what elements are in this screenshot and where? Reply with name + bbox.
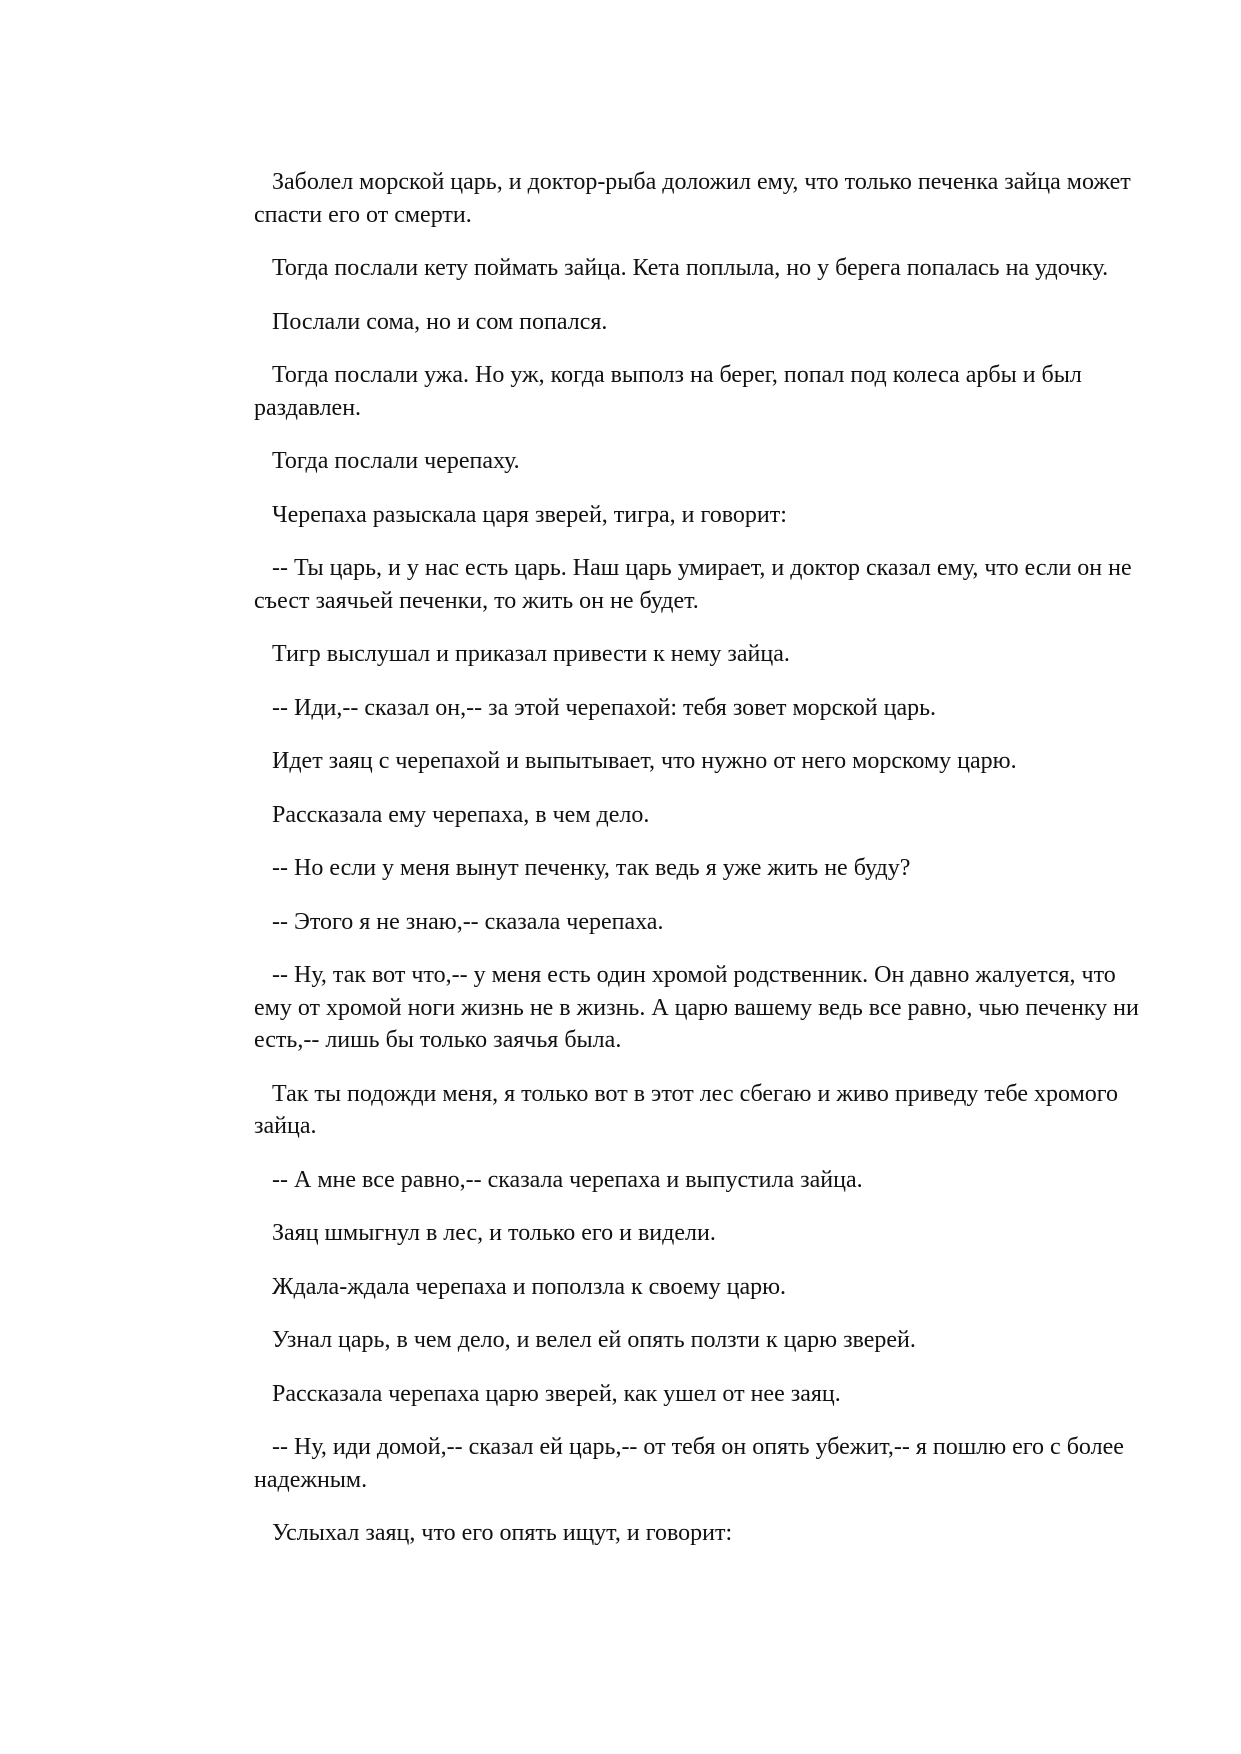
paragraph: Ждала-ждала черепаха и поползла к своему царю. bbox=[272, 1273, 787, 1300]
paragraph: Заболел морской царь, и доктор-рыба доложил ему, что только печенка зайца может спасти его от смерти. bbox=[254, 169, 1131, 228]
paragraph: -- Ну, так вот что,-- у меня есть один хромой родственник. Он давно жалуется, что ему от хромой ноги жизнь не в жизнь. А царю вашему ведь все равно, чью печенку ни есть,-- лишь бы только заячья была. bbox=[254, 962, 1139, 1053]
paragraph: -- Иди,-- сказал он,-- за этой черепахой: тебя зовет морской царь. bbox=[272, 694, 937, 721]
paragraph: -- Ну, иди домой,-- сказал ей царь,-- от тебя он опять убежит,-- я пошлю его с более надежным. bbox=[254, 1434, 1124, 1493]
paragraph: Черепаха разыскала царя зверей, тигра, и говорит: bbox=[272, 501, 787, 528]
paragraph: Послали сома, но и сом попался. bbox=[272, 308, 608, 335]
paragraph: Тогда послали ужа. Но уж, когда выполз на берег, попал под колеса арбы и был раздавлен. bbox=[254, 362, 1082, 421]
paragraph: Услыхал заяц, что его опять ищут, и говорит: bbox=[272, 1520, 733, 1546]
paragraph: Идет заяц с черепахой и выпытывает, что нужно от него морскому царю. bbox=[272, 748, 1017, 774]
paragraph: Рассказала ему черепаха, в чем дело. bbox=[272, 801, 650, 828]
paragraph: Так ты подожди меня, я только вот в этот лес сбегаю и живо приведу тебе хромого зайца. bbox=[254, 1080, 1119, 1139]
paragraph: -- Этого я не знаю,-- сказала черепаха. bbox=[272, 908, 664, 935]
paragraph: -- А мне все равно,-- сказала черепаха и выпустила зайца. bbox=[272, 1166, 863, 1193]
paragraph: Узнал царь, в чем дело, и велел ей опять ползти к царю зверей. bbox=[272, 1327, 916, 1353]
paragraph: Заяц шмыгнул в лес, и только его и видели. bbox=[272, 1220, 716, 1246]
paragraph: Тигр выслушал и приказал привести к нему зайца. bbox=[272, 641, 790, 667]
paragraph: Тогда послали черепаху. bbox=[272, 448, 520, 474]
paragraph: Тогда послали кету поймать зайца. Кета поплыла, но у берега попалась на удочку. bbox=[272, 255, 1109, 281]
paragraph: -- Но если у меня вынут печенку, так ведь я уже жить не буду? bbox=[272, 855, 911, 881]
paragraph: -- Ты царь, и у нас есть царь. Наш царь умирает, и доктор сказал ему, что если он не съест заячьей печенки, то жить он не будет. bbox=[254, 555, 1132, 614]
document-body bbox=[254, 166, 1154, 1571]
paragraph: Рассказала черепаха царю зверей, как ушел от нее заяц. bbox=[272, 1380, 841, 1407]
